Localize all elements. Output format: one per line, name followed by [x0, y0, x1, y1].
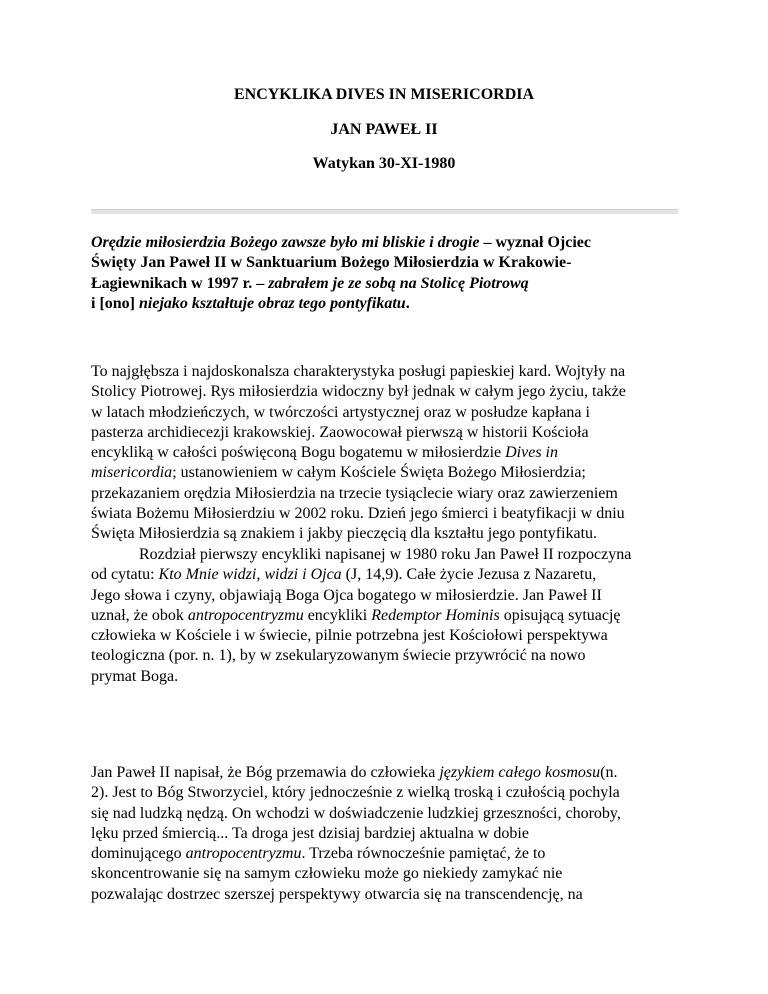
paragraph-line: od cytatu: Kto Mnie widzi, widzi i Ojca (J, 14,9). Całe życie Jezusa z Nazaretu, [91, 566, 597, 584]
paragraph-line: 2). Jest to Bóg Stworzyciel, który jednocześnie z wielką troską i czułością pochyla [91, 784, 620, 802]
paragraph-3 [91, 763, 691, 905]
paragraph-line: pozwalając dostrzec szerszej perspektywy otwarcia się na transcendencję, na [91, 885, 583, 903]
paragraph-line: lęku przed śmiercią... Ta droga jest dzisiaj bardziej aktualna w dobie [91, 824, 529, 842]
horizontal-divider [91, 209, 678, 214]
paragraph-line: człowieka w Kościele i w świecie, pilnie potrzebna jest Kościołowi perspektywa [91, 627, 608, 645]
quote-line: Orędzie miłosierdzia Bożego zawsze było mi bliskie i drogie – wyznał Ojciec [91, 234, 591, 251]
document-date: Watykan 30-XI-1980 [312, 155, 456, 172]
paragraph-line: skoncentrowanie się na samym człowieku może go niekiedy zamykać nie [91, 865, 563, 883]
paragraph-line: świata Bożemu Miłosierdziu w 2002 roku. Dzień jego śmierci i beatyfikacji w dniu [91, 505, 625, 523]
quote-line: Łagiewnikach w 1997 r. – zabrałem je ze sobą na Stolicę Piotrową [91, 274, 529, 292]
paragraph-line: Jan Paweł II napisał, że Bóg przemawia do człowieka językiem całego kosmosu(n. [91, 764, 618, 781]
paragraph-line: Święta Miłosierdzia są znakiem i jakby pieczęcią dla kształtu jego pontyfikatu. [91, 525, 598, 543]
document-title: ENCYKLIKA DIVES IN MISERICORDIA [233, 86, 535, 103]
quote-paragraph [91, 233, 691, 314]
paragraph-line: przekazaniem orędzia Miłosierdzia na trzecie tysiąclecie wiary oraz zawierzeniem [91, 484, 618, 502]
paragraph-line: się nad ludzką nędzą. On wchodzi w doświadczenie ludzkiej grzeszności, choroby, [91, 804, 621, 822]
paragraph-line: w latach młodzieńczych, w twórczości artystycznej oraz w posłudze kapłana i [91, 403, 590, 421]
paragraph-1 [91, 362, 691, 545]
paragraph-line: pasterza archidiecezji krakowskiej. Zaowocował pierwszą w historii Kościoła [91, 423, 589, 441]
paragraph-line: To najgłębsza i najdoskonalsza charakterystyka posługi papieskiej kard. Wojtyły na [91, 363, 626, 380]
paragraph-line: uznał, że obok antropocentryzmu encykliki Redemptor Hominis opisującą sytuację [91, 606, 621, 624]
paragraph-line: misericordia; ustanowieniem w całym Kościele Święta Bożego Miłosierdzia; [91, 464, 586, 482]
quote-line: Święty Jan Paweł II w Sanktuarium Bożego Miłosierdzia w Krakowie- [91, 254, 572, 272]
document-author: JAN PAWEŁ II [330, 121, 438, 138]
paragraph-line: prymat Boga. [91, 667, 179, 685]
quote-line: i [ono] niejako kształtuje obraz tego pontyfikatu. [91, 294, 410, 312]
paragraph-2 [91, 545, 691, 687]
paragraph-line: Stolicy Piotrowej. Rys miłosierdzia widoczny był jednak w całym jego życiu, także [91, 383, 626, 401]
paragraph-line: Jego słowa i czyny, objawiają Boga Ojca bogatego w miłosierdzie. Jan Paweł II [91, 586, 602, 604]
paragraph-line: encykliką w całości poświęconą Bogu bogatemu w miłosierdzie Dives in [91, 444, 558, 462]
paragraph-line: teologiczna (por. n. 1), by w zsekularyzowanym świecie przywrócić na nowo [91, 647, 586, 665]
paragraph-line: dominującego antropocentryzmu. Trzeba równocześnie pamiętać, że to [91, 845, 546, 863]
paragraph-line: Rozdział pierwszy encykliki napisanej w 1980 roku Jan Paweł II rozpoczyna [139, 546, 632, 563]
